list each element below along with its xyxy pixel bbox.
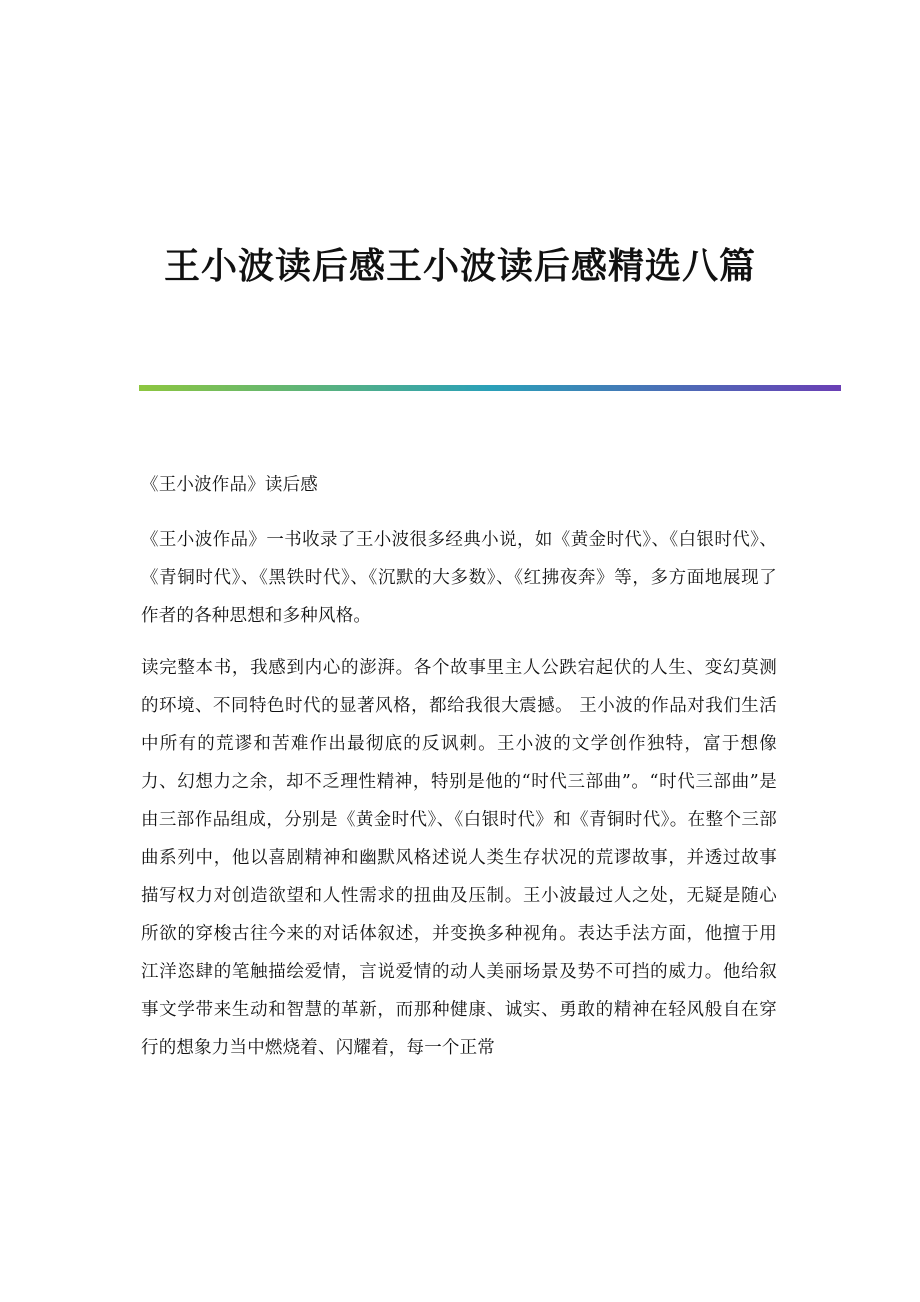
- document-title: 王小波读后感王小波读后感精选八篇: [163, 245, 756, 288]
- document-body: [141, 466, 777, 1081]
- paragraph: 《王小波作品》一书收录了王小波很多经典小说，如《黄金时代》、《白银时代》、《青铜时代》、《黑铁时代》、《沉默的大多数》、《红拂夜奔》等，多方面地展现了作者的各种思想和多种风格。: [141, 530, 777, 626]
- paragraph: 读完整本书，我感到内心的澎湃。各个故事里主人公跌宕起伏的人生、变幻莫测的环境、不同特色时代的显著风格，都给我很大震撼。 王小波的作品对我们生活中所有的荒谬和苦难作出最彻底的反讽刺。王小波的文学创作独特，富于想像力、幻想力之余，却不乏理性精神，特别是他的“时代三部曲”。“时代三部曲”是由三部作品组成，分别是《黄金时代》、《白银时代》和《青铜时代》。在整个三部曲系列中，他以喜剧精神和幽默风格述说人类生存状况的荒谬故事，并透过故事描写权力对创造欲望和人性需求的扭曲及压制。王小波最过人之处，无疑是随心所欲的穿梭古往今来的对话体叙述，并变换多种视角。表达手法方面，他擅于用江洋恣肆的笔触描绘爱情，言说爱情的动人美丽场景及势不可挡的威力。他给叙事文学带来生动和智慧的革新，而那种健康、诚实、勇敢的精神在轻风般自在穿行的想象力当中燃烧着、闪耀着，每一个正常: [141, 658, 777, 1058]
- section-heading: 《王小波作品》读后感: [141, 475, 318, 495]
- gradient-divider: [139, 385, 841, 391]
